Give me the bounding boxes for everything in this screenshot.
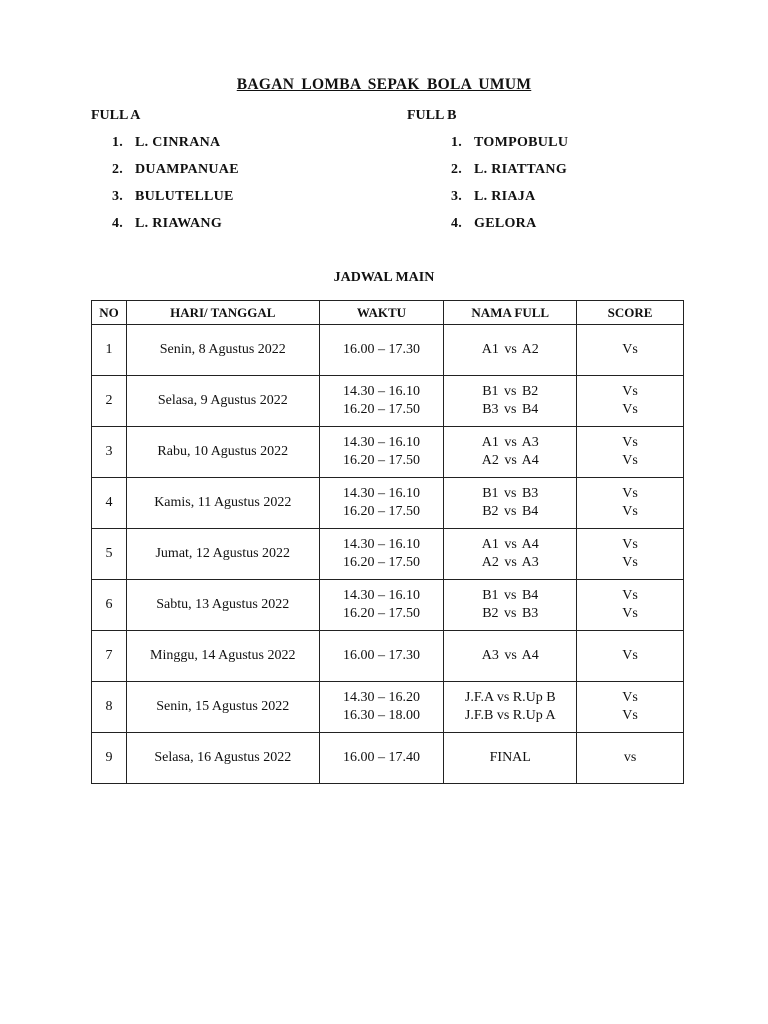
match-line: FINAL bbox=[489, 750, 531, 765]
cell-day: Minggu, 14 Agustus 2022 bbox=[126, 631, 319, 682]
cell-match bbox=[444, 427, 577, 478]
score-line: Vs bbox=[622, 402, 638, 417]
team-name: L. RIAWANG bbox=[135, 216, 223, 231]
score-line: vs bbox=[623, 750, 637, 765]
list-item bbox=[407, 215, 568, 242]
list-item bbox=[407, 161, 568, 188]
cell-match bbox=[444, 376, 577, 427]
time-line: 14.30 – 16.10 bbox=[342, 384, 420, 399]
team-number: 4. bbox=[451, 216, 463, 231]
cell-no: 2 bbox=[92, 376, 127, 427]
time-line: 16.20 – 17.50 bbox=[342, 555, 420, 570]
match-line: J.F.A vs R.Up B bbox=[464, 690, 556, 705]
schedule-table bbox=[91, 300, 684, 784]
cell-match bbox=[444, 682, 577, 733]
time-line: 14.30 – 16.10 bbox=[342, 486, 420, 501]
cell-score bbox=[577, 376, 684, 427]
table-row bbox=[92, 325, 684, 376]
cell-no: 8 bbox=[92, 682, 127, 733]
team-name: L. RIATTANG bbox=[474, 162, 568, 177]
cell-score bbox=[577, 325, 684, 376]
cell-match bbox=[444, 580, 577, 631]
time-line: 14.30 – 16.10 bbox=[342, 435, 420, 450]
table-row bbox=[92, 376, 684, 427]
cell-day: Kamis, 11 Agustus 2022 bbox=[126, 478, 319, 529]
cell-day: Selasa, 9 Agustus 2022 bbox=[126, 376, 319, 427]
table-row bbox=[92, 733, 684, 784]
team-name: GELORA bbox=[474, 216, 537, 231]
cell-day: Rabu, 10 Agustus 2022 bbox=[126, 427, 319, 478]
cell-no: 7 bbox=[92, 631, 127, 682]
team-name: L. CINRANA bbox=[135, 135, 221, 150]
time-line: 16.30 – 18.00 bbox=[342, 708, 420, 723]
cell-no: 6 bbox=[92, 580, 127, 631]
team-list bbox=[91, 134, 239, 242]
score-line: Vs bbox=[622, 504, 638, 519]
table-row bbox=[92, 682, 684, 733]
match-line: A1 vs A4 bbox=[481, 537, 539, 552]
table-row bbox=[92, 580, 684, 631]
score-line: Vs bbox=[622, 342, 638, 357]
group-full-b bbox=[407, 107, 568, 242]
time-line: 16.00 – 17.30 bbox=[342, 342, 420, 357]
score-line: Vs bbox=[622, 384, 638, 399]
score-line: Vs bbox=[622, 588, 638, 603]
match-line: B2 vs B3 bbox=[482, 606, 539, 621]
cell-no: 1 bbox=[92, 325, 127, 376]
time-line: 16.00 – 17.30 bbox=[342, 648, 420, 663]
team-number: 3. bbox=[451, 189, 463, 204]
match-line: A1 vs A2 bbox=[481, 342, 539, 357]
match-line: A2 vs A4 bbox=[481, 453, 539, 468]
match-line: B1 vs B4 bbox=[482, 588, 539, 603]
match-line: J.F.B vs R.Up A bbox=[464, 708, 556, 723]
group-full-a bbox=[91, 107, 239, 242]
score-line: Vs bbox=[622, 648, 638, 663]
team-number: 2. bbox=[451, 162, 463, 177]
time-line: 16.20 – 17.50 bbox=[342, 504, 420, 519]
cell-day: Sabtu, 13 Agustus 2022 bbox=[126, 580, 319, 631]
table-row bbox=[92, 631, 684, 682]
cell-no: 3 bbox=[92, 427, 127, 478]
team-name: TOMPOBULU bbox=[474, 135, 569, 150]
group-label: FULL B bbox=[407, 108, 457, 123]
header-time: WAKTU bbox=[319, 301, 444, 325]
time-line: 14.30 – 16.20 bbox=[342, 690, 420, 705]
time-line: 14.30 – 16.10 bbox=[342, 588, 420, 603]
table-row bbox=[92, 478, 684, 529]
team-number: 4. bbox=[112, 216, 124, 231]
score-line: Vs bbox=[622, 708, 638, 723]
time-line: 16.20 – 17.50 bbox=[342, 453, 420, 468]
score-line: Vs bbox=[622, 537, 638, 552]
score-line: Vs bbox=[622, 690, 638, 705]
list-item bbox=[91, 134, 239, 161]
cell-time bbox=[319, 631, 444, 682]
list-item bbox=[407, 188, 568, 215]
cell-time bbox=[319, 682, 444, 733]
cell-score bbox=[577, 631, 684, 682]
cell-time bbox=[319, 427, 444, 478]
score-line: Vs bbox=[622, 453, 638, 468]
cell-score bbox=[577, 427, 684, 478]
team-name: DUAMPANUAE bbox=[135, 162, 239, 177]
match-line: A2 vs A3 bbox=[481, 555, 539, 570]
table-row bbox=[92, 529, 684, 580]
header-no: NO bbox=[92, 301, 127, 325]
cell-match bbox=[444, 631, 577, 682]
cell-score bbox=[577, 478, 684, 529]
cell-day: Jumat, 12 Agustus 2022 bbox=[126, 529, 319, 580]
table-header-row bbox=[92, 301, 684, 325]
match-line: B1 vs B3 bbox=[482, 486, 539, 501]
team-number: 1. bbox=[112, 135, 124, 150]
time-line: 16.20 – 17.50 bbox=[342, 606, 420, 621]
match-line: A1 vs A3 bbox=[481, 435, 539, 450]
cell-time bbox=[319, 325, 444, 376]
cell-match bbox=[444, 733, 577, 784]
cell-no: 9 bbox=[92, 733, 127, 784]
cell-time bbox=[319, 376, 444, 427]
cell-time bbox=[319, 478, 444, 529]
list-item bbox=[91, 215, 239, 242]
team-list bbox=[407, 134, 568, 242]
match-line: B2 vs B4 bbox=[482, 504, 539, 519]
cell-day: Senin, 8 Agustus 2022 bbox=[126, 325, 319, 376]
list-item bbox=[91, 188, 239, 215]
header-score: SCORE bbox=[577, 301, 684, 325]
cell-day: Senin, 15 Agustus 2022 bbox=[126, 682, 319, 733]
cell-score bbox=[577, 529, 684, 580]
team-number: 3. bbox=[112, 189, 124, 204]
table-row bbox=[92, 427, 684, 478]
schedule-title: JADWAL MAIN bbox=[333, 270, 435, 285]
cell-match bbox=[444, 478, 577, 529]
score-line: Vs bbox=[622, 606, 638, 621]
cell-day: Selasa, 16 Agustus 2022 bbox=[126, 733, 319, 784]
score-line: Vs bbox=[622, 555, 638, 570]
list-item bbox=[91, 161, 239, 188]
cell-match bbox=[444, 325, 577, 376]
score-line: Vs bbox=[622, 486, 638, 501]
team-number: 1. bbox=[451, 135, 463, 150]
match-line: B1 vs B2 bbox=[482, 384, 539, 399]
time-line: 16.00 – 17.40 bbox=[342, 750, 420, 765]
cell-no: 4 bbox=[92, 478, 127, 529]
match-line: A3 vs A4 bbox=[481, 648, 539, 663]
header-day: HARI/ TANGGAL bbox=[126, 301, 319, 325]
header-match: NAMA FULL bbox=[444, 301, 577, 325]
score-line: Vs bbox=[622, 435, 638, 450]
match-line: B3 vs B4 bbox=[482, 402, 539, 417]
team-name: BULUTELLUE bbox=[135, 189, 234, 204]
cell-score bbox=[577, 733, 684, 784]
cell-match bbox=[444, 529, 577, 580]
list-item bbox=[407, 134, 568, 161]
cell-no: 5 bbox=[92, 529, 127, 580]
cell-time bbox=[319, 580, 444, 631]
cell-score bbox=[577, 580, 684, 631]
cell-time bbox=[319, 733, 444, 784]
team-name: L. RIAJA bbox=[474, 189, 536, 204]
time-line: 14.30 – 16.10 bbox=[342, 537, 420, 552]
cell-time bbox=[319, 529, 444, 580]
cell-score bbox=[577, 682, 684, 733]
group-label: FULL A bbox=[91, 108, 141, 123]
team-number: 2. bbox=[112, 162, 124, 177]
time-line: 16.20 – 17.50 bbox=[342, 402, 420, 417]
document-title: BAGAN LOMBA SEPAK BOLA UMUM bbox=[236, 76, 532, 93]
